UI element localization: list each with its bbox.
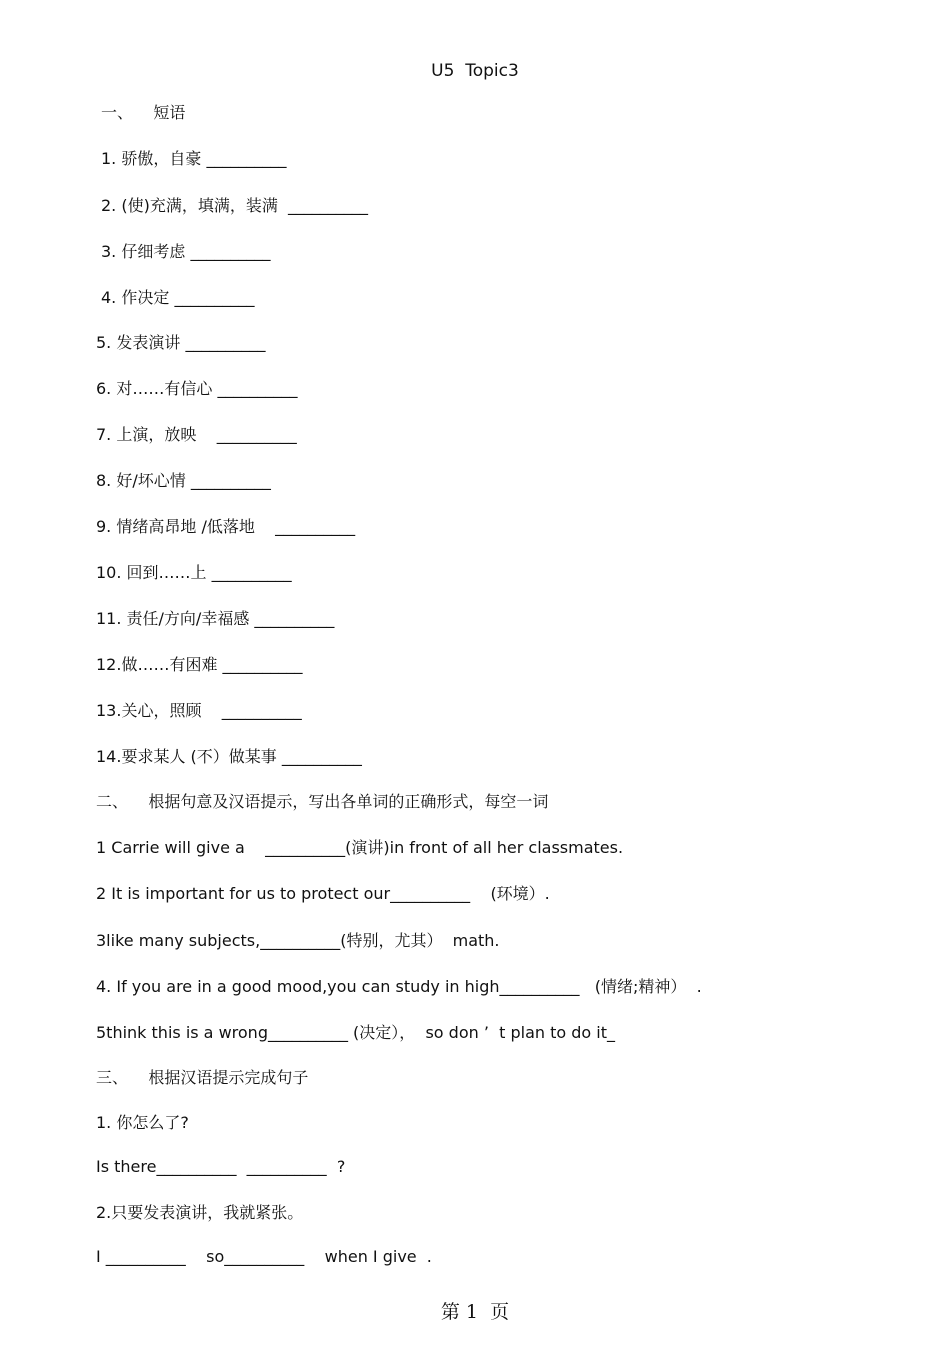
page-title: U5 Topic3 [431,61,519,81]
section-heading-3: 三、 根据汉语提示完成句子 [96,1068,309,1087]
section-heading-1: 一、 短语 [101,103,186,122]
phrase-item: 6. 对……有信心 __________ [96,379,298,398]
phrase-item: 4. 作决定 __________ [101,288,255,307]
phrase-item: 2. (使)充满，填满，装满 __________ [101,196,369,215]
phrase-item: 8. 好/坏心情 __________ [96,471,271,490]
phrase-item: 12.做……有困难 __________ [96,655,303,674]
word-form-item: 4. If you are in a good mood,you can study in high__________ (情绪;精神） . [96,977,702,996]
word-form-item: 5think this is a wrong__________ (决定）， so don ’ t plan to do it_ [96,1023,616,1042]
sentence-item: 1. 你怎么了? [96,1113,189,1132]
sentence-item: Is there__________ __________ ? [96,1157,346,1176]
phrase-item: 5. 发表演讲 __________ [96,333,266,352]
phrase-item: 9. 情绪高昂地 /低落地 __________ [96,517,356,536]
page-number: 第 1 页 [440,1301,510,1323]
phrase-item: 13.关心，照顾 __________ [96,701,302,720]
phrase-item: 1. 骄傲，自豪 __________ [101,149,287,168]
phrase-item: 14.要求某人 (不）做某事 __________ [96,747,362,766]
phrase-item: 10. 回到……上 __________ [96,563,292,582]
phrase-item: 11. 责任/方向/幸福感 __________ [96,609,335,628]
phrase-item: 7. 上演，放映 __________ [96,425,297,444]
phrase-item: 3. 仔细考虑 __________ [101,242,271,261]
section-heading-2: 二、 根据句意及汉语提示，写出各单词的正确形式，每空一词 [96,792,549,811]
sentence-item: I __________ so__________ when I give . [96,1247,432,1266]
sentence-item: 2.只要发表演讲，我就紧张。 [96,1203,304,1222]
word-form-item: 3like many subjects,__________(特别，尤其） math. [96,931,500,950]
word-form-item: 1 Carrie will give a __________(演讲)in front of all her classmates. [96,838,624,857]
word-form-item: 2 It is important for us to protect our__________ (环境）. [96,884,550,903]
